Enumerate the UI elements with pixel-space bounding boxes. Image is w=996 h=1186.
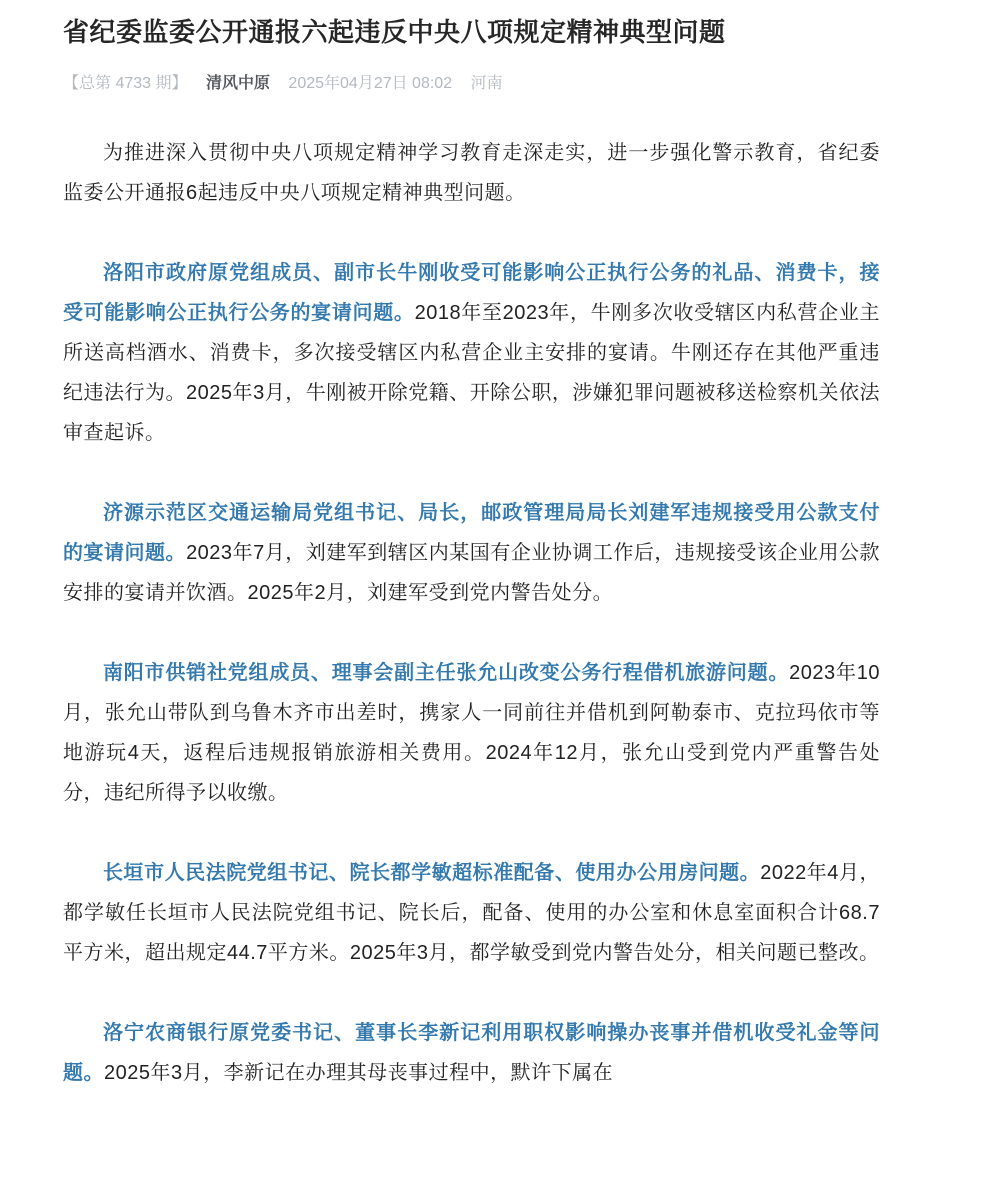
article-paragraph (63, 1013, 880, 1093)
paragraph-lead: 济源示范区交通运输局党组书记、局长，邮政管理局局长刘建军违规接受用公款支付的宴请问题。 (63, 502, 880, 564)
article-body (63, 133, 880, 1093)
meta-region: 河南 (470, 75, 503, 92)
paragraph-text: 2023年7月，刘建军到辖区内某国有企业协调工作后，违规接受该企业用公款安排的宴请并饮酒。2025年2月，刘建军受到党内警告处分。 (63, 542, 880, 604)
paragraph-text: 为推进深入贯彻中央八项规定精神学习教育走深走实，进一步强化警示教育，省纪委监委公开通报6起违反中央八项规定精神典型问题。 (63, 142, 880, 204)
paragraph-text: 2025年3月，李新记在办理其母丧事过程中，默许下属在 (104, 1062, 614, 1084)
paragraph-text: 2018年至2023年，牛刚多次收受辖区内私营企业主所送高档酒水、消费卡，多次接受辖区内私营企业主安排的宴请。牛刚还存在其他严重违纪违法行为。2025年3月，牛刚被开除党籍、开除公职，涉嫌犯罪问题被移送检察机关依法审查起诉。 (63, 302, 881, 444)
paragraph-lead: 长垣市人民法院党组书记、院长都学敏超标准配备、使用办公用房问题。 (103, 862, 761, 884)
meta-issue-number: 【总第 4733 期】 (63, 75, 188, 92)
paragraph-text: 2022年4月，都学敏任长垣市人民法院党组书记、院长后，配备、使用的办公室和休息室面积合计68.7平方米，超出规定44.7平方米。2025年3月，都学敏受到党内警告处分，相关问题已整改。 (63, 862, 881, 964)
paragraph-lead: 洛宁农商银行原党委书记、董事长李新记利用职权影响操办丧事并借机收受礼金等问题。 (63, 1022, 880, 1084)
paragraph-lead: 南阳市供销社党组成员、理事会副主任张允山改变公务行程借机旅游问题。 (103, 662, 790, 684)
article-paragraph (63, 853, 880, 973)
article-meta (63, 70, 880, 93)
article-paragraph (63, 133, 880, 213)
article-paragraph (63, 493, 880, 613)
paragraph-text: 2023年10月，张允山带队到乌鲁木齐市出差时，携家人一同前往并借机到阿勒泰市、克拉玛依市等地游玩4天，返程后违规报销旅游相关费用。2024年12月，张允山受到党内严重警告处分，违纪所得予以收缴。 (63, 662, 880, 804)
article-paragraph (63, 653, 880, 813)
meta-source-name: 清风中原 (205, 75, 270, 92)
article-paragraph (63, 253, 880, 453)
meta-publish-datetime: 2025年04月27日 08:02 (288, 75, 453, 92)
paragraph-lead: 洛阳市政府原党组成员、副市长牛刚收受可能影响公正执行公务的礼品、消费卡，接受可能影响公正执行公务的宴请问题。 (63, 262, 880, 324)
page-title: 省纪委监委公开通报六起违反中央八项规定精神典型问题 (63, 17, 726, 47)
